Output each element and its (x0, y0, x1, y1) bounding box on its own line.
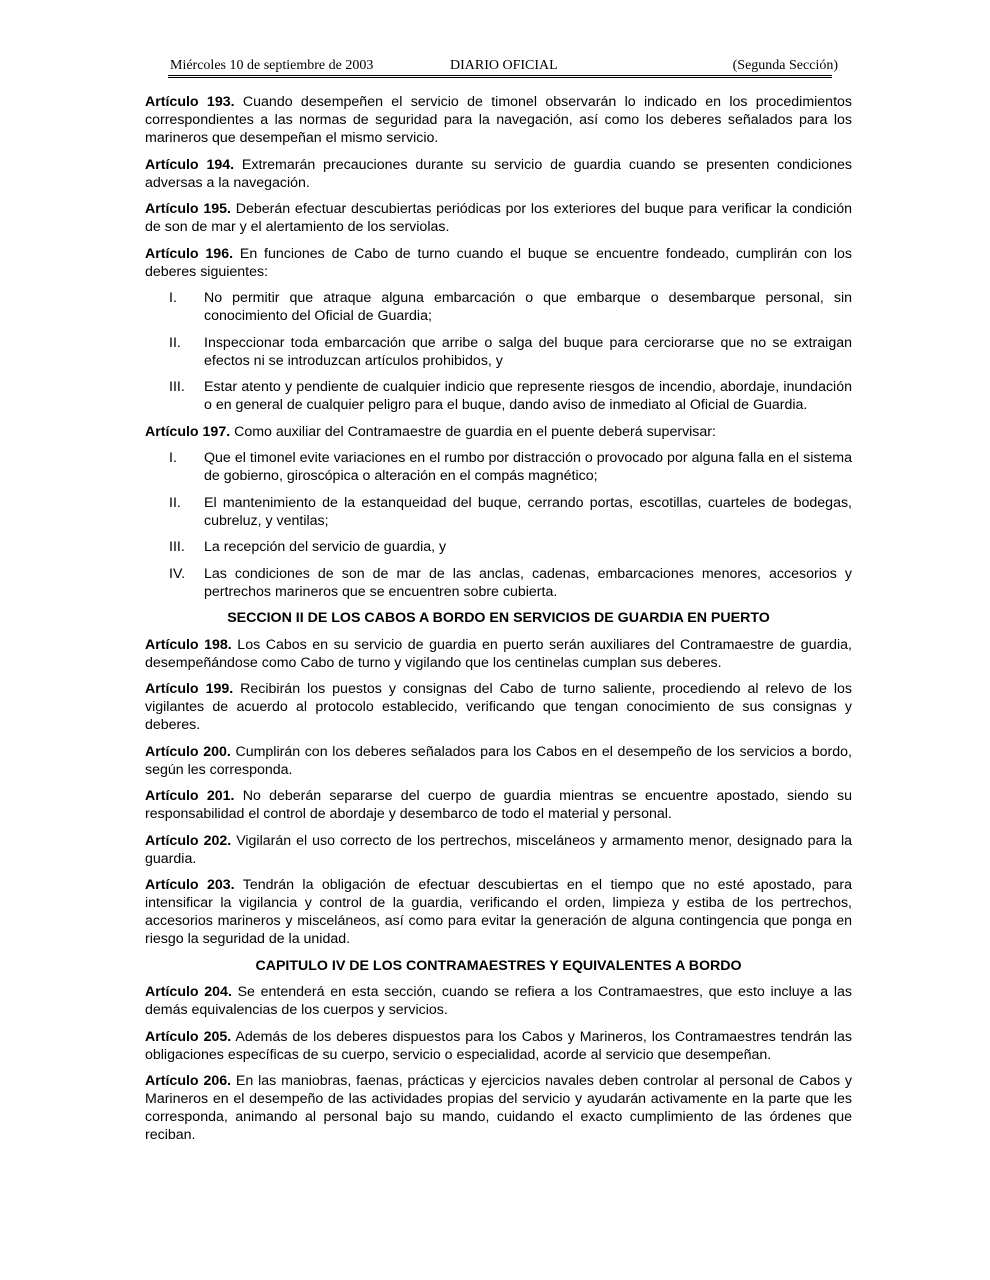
article-195 (145, 200, 852, 236)
article-label: Artículo 196. (145, 245, 234, 262)
article-label: Artículo 203. (145, 877, 235, 893)
header-rule (168, 75, 832, 78)
article-206 (145, 1072, 852, 1144)
list-item-text: Que el timonel evite variaciones en el rumbo por distracción o provocado por alguna falla en el sistema de gobierno, giroscópica o alteración en el compás magnético; (204, 450, 852, 484)
article-text: En las maniobras, faenas, prácticas y ejercicios navales deben controlar al personal de Cabos y Marineros en el desempeño de las actividades propias del servicio y ayudarán activamente en la parte que les corresponda, animando al personal bajo su mando, cuidando el exacto cumplimiento de las órdenes que reciban. (145, 1073, 852, 1143)
article-label: Artículo 202. (145, 832, 232, 849)
article-text: Vigilarán el uso correcto de los pertrechos, misceláneos y armamento menor, designado para la guardia. (145, 832, 852, 867)
list-item-number: II. (169, 494, 181, 511)
article-label: Artículo 193. (145, 94, 235, 110)
article-text: En funciones de Cabo de turno cuando el buque se encuentre fondeado, cumplirán con los deberes siguientes: (145, 245, 852, 280)
header-section: (Segunda Sección) (732, 58, 838, 73)
article-196 (145, 245, 852, 281)
article-197-list (145, 449, 852, 601)
article-text: Los Cabos en su servicio de guardia en puerto serán auxiliares del Contramaestre de guardia, desempeñándose como Cabo de turno y vigilando que los centinelas cumplan sus deberes. (145, 636, 852, 671)
list-item-text: Inspeccionar toda embarcación que arribe o salga del buque para cerciorarse que no se extraigan efectos ni se introduzcan artículos prohibidos, y (204, 334, 852, 369)
article-label: Artículo 201. (145, 788, 235, 804)
list-item-text: No permitir que atraque alguna embarcación o que embarque o desembarque personal, sin conocimiento del Oficial de Guardia; (204, 290, 852, 324)
article-text: Deberán efectuar descubiertas periódicas por los exteriores del buque para verificar la condición de son de mar y el alertamiento de los serviolas. (145, 201, 853, 235)
list-item-number: IV. (169, 565, 186, 582)
article-199 (145, 680, 852, 734)
list-item-number: I. (169, 290, 177, 306)
article-label: Artículo 198. (145, 636, 232, 653)
list-item (145, 449, 852, 485)
header-date: Miércoles 10 de septiembre de 2003 (170, 58, 374, 73)
article-text: Recibirán los puestos y consignas del Cabo de turno saliente, procediendo al relevo de los vigilantes de acuerdo al protocolo establecido, verificando que tengan conocimiento de sus consignas y deberes. (145, 681, 852, 733)
article-197 (145, 423, 852, 441)
page-header (168, 57, 838, 75)
article-label: Artículo 204. (145, 984, 232, 1000)
article-label: Artículo 206. (145, 1073, 232, 1089)
list-item-number: III. (169, 539, 185, 555)
article-text: Cuando desempeñen el servicio de timonel observarán lo indicado en los procedimientos correspondientes a las normas de seguridad para la navegación, así como los deberes señalados para los marineros que desempeñan el mismo servicio. (145, 94, 853, 146)
article-202 (145, 832, 852, 868)
list-item (145, 494, 852, 530)
article-text: Extremarán precauciones durante su servicio de guardia cuando se presenten condiciones adversas a la navegación. (145, 156, 852, 191)
list-item-text: El mantenimiento de la estanqueidad del buque, cerrando portas, escotillas, cuarteles de bodegas, cubreluz, y ventilas; (204, 494, 852, 529)
article-label: Artículo 200. (145, 743, 231, 760)
list-item-number: I. (169, 450, 177, 466)
article-193 (145, 93, 852, 147)
article-text: Como auxiliar del Contramaestre de guardia en el puente deberá supervisar: (230, 423, 716, 440)
article-198 (145, 636, 852, 672)
article-label: Artículo 197. (145, 423, 231, 440)
article-201 (145, 787, 852, 823)
article-label: Artículo 205. (145, 1028, 232, 1045)
article-200 (145, 743, 852, 779)
article-194 (145, 156, 852, 192)
header-publication: DIARIO OFICIAL (450, 58, 558, 73)
article-196-list (145, 289, 852, 414)
list-item (145, 334, 852, 370)
list-item (145, 565, 852, 601)
chapter-title: CAPITULO IV DE LOS CONTRAMAESTRES Y EQUIVALENTES A BORDO (255, 957, 742, 974)
article-text: Se entenderá en esta sección, cuando se refiera a los Contramaestres, que esto incluye a las demás equivalencias de los cuerpos y servicios. (145, 984, 853, 1018)
list-item-text: Estar atento y pendiente de cualquier indicio que represente riesgos de incendio, abordaje, inundación o en general de cualquier peligro para el buque, dando aviso de inmediato al Oficial de Guardia. (204, 379, 852, 413)
list-item-number: II. (169, 334, 181, 351)
list-item-text: Las condiciones de son de mar de las anclas, cadenas, embarcaciones menores, accesorios y pertrechos marineros que se encuentren sobre cubierta. (204, 565, 852, 600)
list-item-number: III. (169, 379, 185, 395)
article-205 (145, 1028, 852, 1064)
article-text: Tendrán la obligación de efectuar descubiertas en el tiempo que no esté apostado, para intensificar la vigilancia y control de la guardia, verificando el orden, limpieza y estiba de los pertrechos, accesorios marineros y misceláneos, así como para evitar la generación de alguna contingencia que ponga en riesgo la seguridad de la unidad. (145, 877, 852, 947)
article-204 (145, 983, 852, 1019)
article-label: Artículo 194. (145, 156, 235, 173)
article-text: Cumplirán con los deberes señalados para los Cabos en el desempeño de los servicios a bordo, según les corresponda. (145, 743, 852, 778)
document-body (145, 93, 852, 1153)
list-item (145, 289, 852, 325)
list-item (145, 378, 852, 414)
list-item-text: La recepción del servicio de guardia, y (204, 539, 447, 555)
section-title: SECCION II DE LOS CABOS A BORDO EN SERVICIOS DE GUARDIA EN PUERTO (227, 610, 770, 626)
article-label: Artículo 195. (145, 201, 231, 217)
article-label: Artículo 199. (145, 681, 234, 697)
article-text: No deberán separarse del cuerpo de guardia mientras se encuentre apostado, siendo su responsabilidad el control de abordaje y desembarco de todo el material y personal. (145, 788, 853, 822)
article-203 (145, 876, 852, 948)
list-item (145, 538, 852, 556)
article-text: Además de los deberes dispuestos para los Cabos y Marineros, los Contramaestres tendrán las obligaciones específicas de su cuerpo, servicio o especialidad, acorde al servicio que desempeñan. (145, 1028, 852, 1063)
